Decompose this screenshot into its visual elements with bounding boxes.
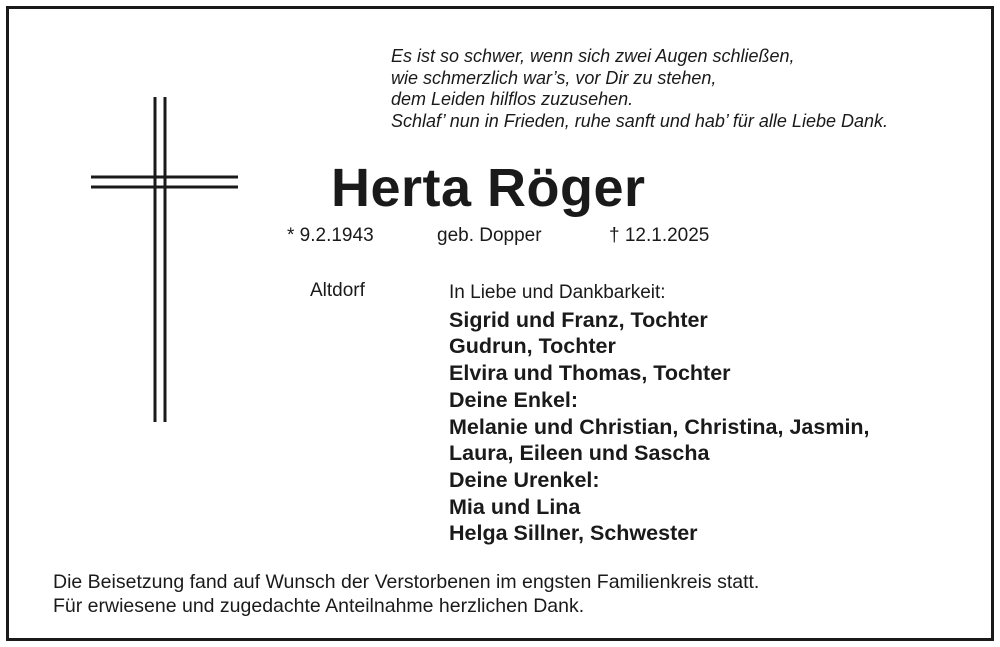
- poem-line: dem Leiden hilflos zuzusehen.: [391, 89, 634, 109]
- mourner-line: Sigrid und Franz, Tochter: [449, 307, 708, 332]
- mourners-list: [449, 280, 870, 547]
- poem: [391, 46, 888, 132]
- mourner-line: Helga Sillner, Schwester: [449, 521, 698, 546]
- birth-date: * 9.2.1943: [287, 225, 374, 246]
- cross-icon: [91, 97, 241, 427]
- poem-line: wie schmerzlich war’s, vor Dir zu stehen,: [391, 67, 717, 88]
- death-date: † 12.1.2025: [609, 225, 710, 246]
- footer-line: Die Beisetzung fand auf Wunsch der Verstorbenen im engsten Familienkreis statt.: [53, 571, 760, 593]
- footer-line: Für erwiesene und zugedachte Anteilnahme herzlichen Dank.: [53, 595, 585, 617]
- mourners-intro: In Liebe und Dankbarkeit:: [449, 282, 666, 303]
- mourner-line: Laura, Eileen und Sascha: [449, 441, 710, 466]
- mourner-line: Melanie und Christian, Christina, Jasmin,: [449, 414, 870, 439]
- mourner-line: Deine Enkel:: [449, 387, 579, 412]
- mourner-line: Deine Urenkel:: [449, 467, 600, 492]
- obituary-frame: [6, 6, 994, 641]
- footer-notice: [53, 570, 759, 618]
- poem-line: Es ist so schwer, wenn sich zwei Augen schließen,: [391, 46, 795, 66]
- mourner-line: Elvira und Thomas, Tochter: [449, 361, 731, 386]
- place: Altdorf: [310, 280, 365, 301]
- mourner-line: Gudrun, Tochter: [449, 334, 616, 359]
- mourner-line: Mia und Lina: [449, 494, 581, 519]
- poem-line: Schlaf’ nun in Frieden, ruhe sanft und hab’ für alle Liebe Dank.: [391, 110, 888, 131]
- maiden-name: geb. Dopper: [437, 225, 542, 246]
- deceased-name: Herta Röger: [331, 158, 646, 218]
